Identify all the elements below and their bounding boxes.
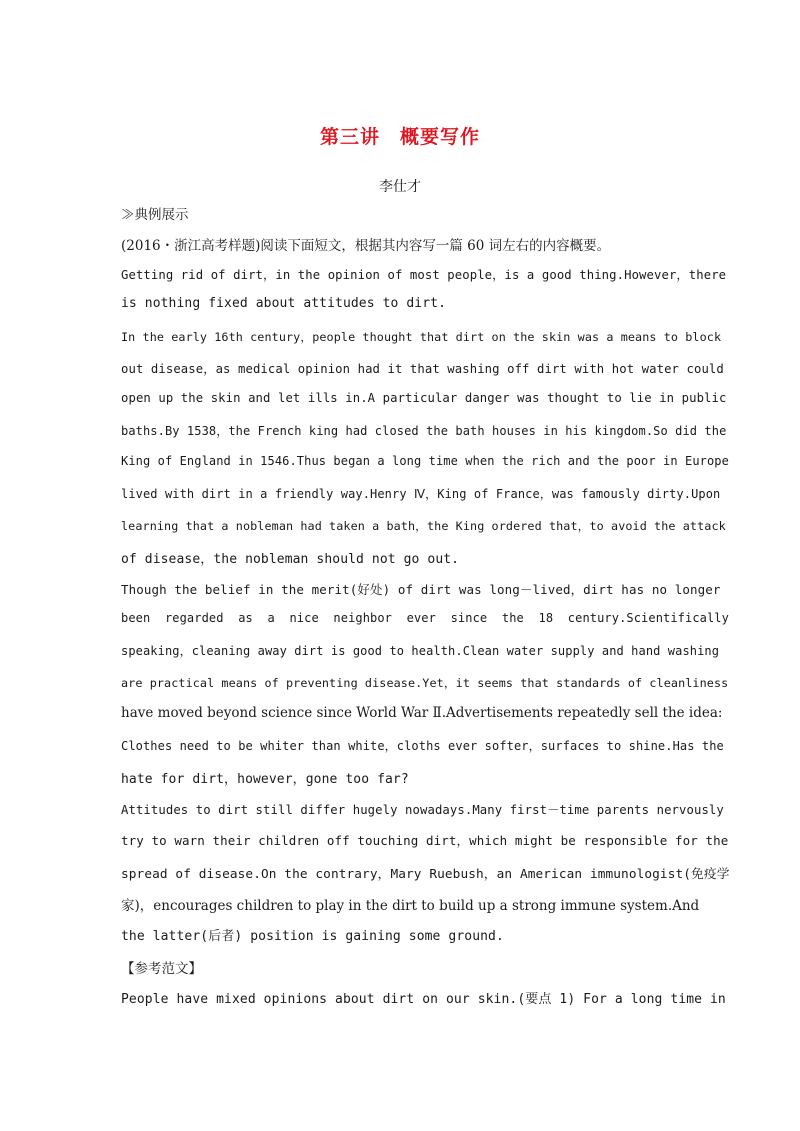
passage-line: baths.By 1538，the French king had closed the bath houses in his kingdom.So did the (121, 424, 727, 438)
passage-line: of disease，the nobleman should not go out. (121, 552, 460, 567)
section-label: ≫典例展示 (121, 207, 189, 223)
passage-line: spread of disease.On the contrary，Mary Ruebush，an American immunologist(免疫学 (121, 867, 730, 882)
task-prompt: (2016・浙江高考样题)阅读下面短文，根据其内容写一篇 60 词左右的内容概要。 (121, 238, 611, 254)
passage-line: have moved beyond science since World War Ⅱ.Advertisements repeatedly sell the idea: (121, 705, 723, 721)
passage-line: 家)，encourages children to play in the dirt to build up a strong immune system.And (121, 898, 700, 914)
page-title: 第三讲 概要写作 (319, 126, 480, 148)
passage-line: lived with dirt in a friendly way.Henry Ⅳ，King of France，was famously dirty.Upon (121, 487, 721, 501)
passage-line: hate for dirt，however，gone too far? (121, 772, 409, 787)
passage-line: are practical means of preventing disease.Yet，it seems that standards of cleanliness (121, 676, 729, 690)
passage-line: out disease，as medical opinion had it that washing off dirt with hot water could (121, 362, 724, 376)
passage-line: In the early 16th century，people thought that dirt on the skin was a means to block (121, 330, 722, 344)
passage-line: try to warn their children off touching dirt，which might be responsible for the (121, 833, 729, 848)
passage-line: Getting rid of dirt，in the opinion of most people，is a good thing.However，there (121, 268, 727, 282)
author-name: 李仕才 (379, 179, 421, 195)
passage-line: been regarded as a nice neighbor ever since the 18 century.Scientifically (121, 611, 729, 625)
passage-line: open up the skin and let ills in.A particular danger was thought to lie in public (121, 391, 727, 405)
passage-line: Though the belief in the merit(好处) of dirt was long－lived，dirt has no longer (121, 582, 721, 597)
passage-line: learning that a nobleman had taken a bath，the King ordered that，to avoid the attack (121, 519, 726, 533)
reference-line: People have mixed opinions about dirt on our skin.(要点 1) For a long time in (121, 992, 726, 1007)
reference-label: 【参考范文】 (121, 961, 202, 977)
passage-line: is nothing fixed about attitudes to dirt. (121, 296, 446, 311)
passage-line: speaking，cleaning away dirt is good to health.Clean water supply and hand washing (121, 644, 720, 658)
passage-line: Clothes need to be whiter than white，cloths ever softer，surfaces to shine.Has the (121, 739, 724, 753)
passage-line: the latter(后者) position is gaining some ground. (121, 929, 504, 944)
passage-line: King of England in 1546.Thus began a long time when the rich and the poor in Europe (121, 454, 729, 468)
passage-line: Attitudes to dirt still differ hugely nowadays.Many first－time parents nervously (121, 803, 724, 817)
